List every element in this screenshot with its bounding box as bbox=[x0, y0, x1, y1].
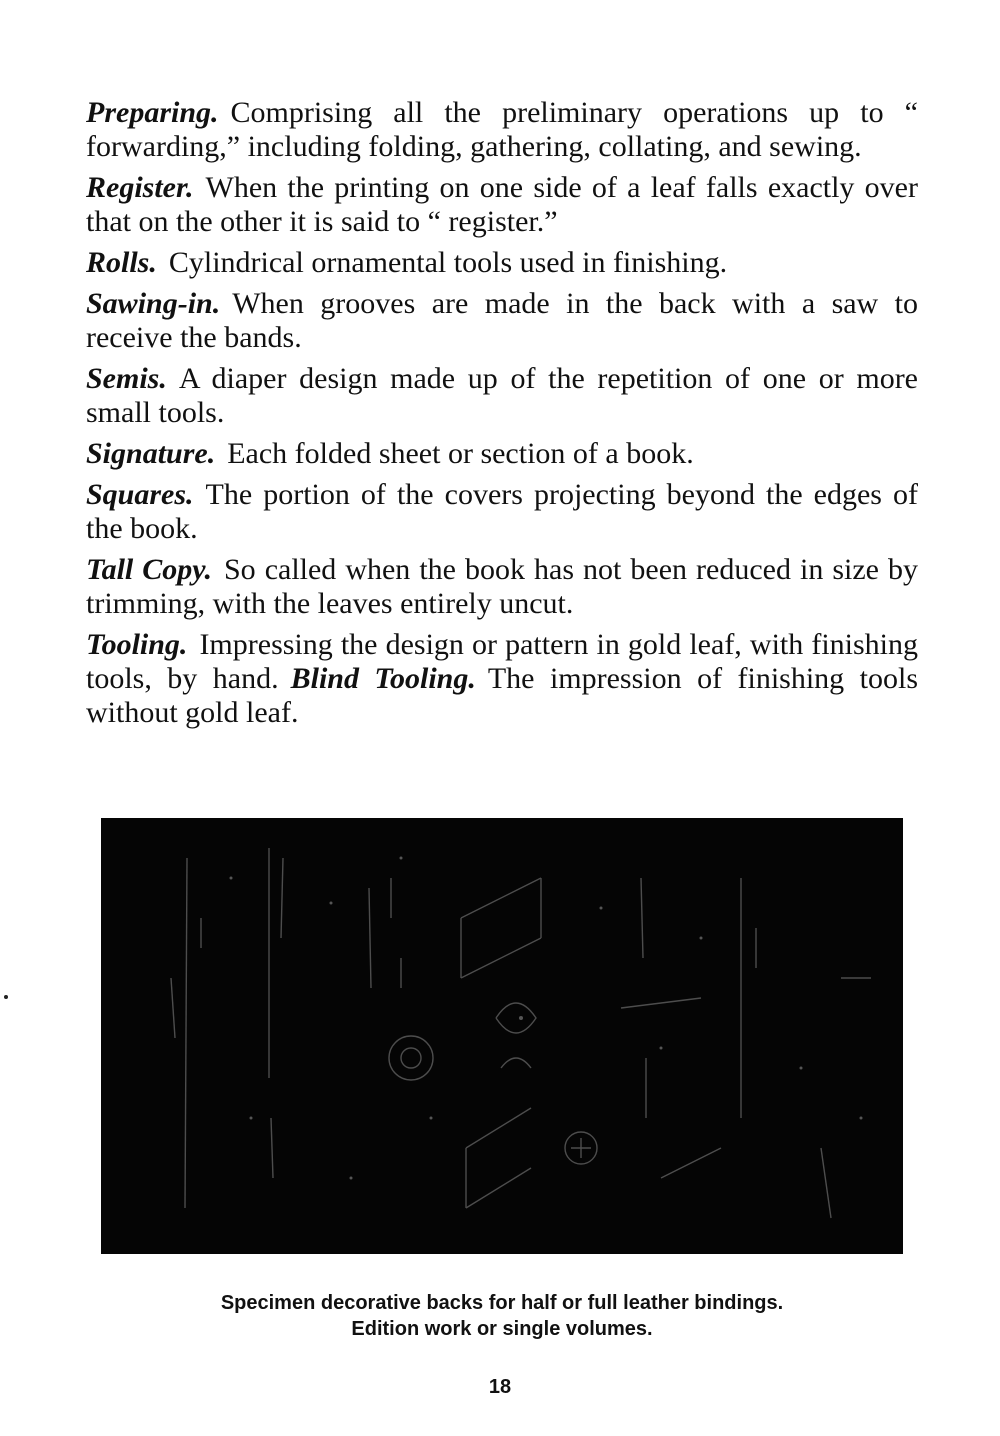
glossary-definition: A diaper design made up of the repetition of one or more small tools. bbox=[86, 362, 918, 429]
glossary-entry-squares bbox=[86, 478, 918, 546]
glossary-term: Register. bbox=[86, 171, 194, 204]
glossary-entry-rolls bbox=[86, 246, 918, 280]
glossary-term: Tall Copy. bbox=[86, 553, 212, 586]
glossary-entry-tooling bbox=[86, 628, 918, 730]
glossary-list bbox=[86, 96, 918, 737]
glossary-definition: Cylindrical ornamental tools used in finishing. bbox=[168, 246, 728, 279]
glossary-definition: When grooves are made in the back with a saw to receive the bands. bbox=[86, 287, 918, 354]
glossary-term: Tooling. bbox=[86, 628, 188, 661]
glossary-entry-register bbox=[86, 171, 918, 239]
glossary-term: Semis. bbox=[86, 362, 167, 395]
glossary-subterm: Blind Tooling. bbox=[290, 662, 476, 695]
glossary-entry-preparing bbox=[86, 96, 918, 164]
glossary-definition: Each folded sheet or section of a book. bbox=[227, 437, 694, 470]
glossary-term: Rolls. bbox=[86, 246, 157, 279]
glossary-entry-sawing-in bbox=[86, 287, 918, 355]
glossary-definition: When the printing on one side of a leaf falls exactly over that on the other it is said to “ register.” bbox=[86, 171, 918, 238]
caption-line-2: Edition work or single volumes. bbox=[351, 1318, 653, 1340]
page-number: 18 bbox=[488, 1376, 512, 1398]
glossary-term: Signature. bbox=[86, 437, 216, 470]
glossary-term: Squares. bbox=[86, 478, 194, 511]
caption-line-1: Specimen decorative backs for half or full leather bindings. bbox=[220, 1292, 784, 1314]
glossary-entry-tall-copy bbox=[86, 553, 918, 621]
glossary-term: Preparing. bbox=[86, 96, 219, 129]
glossary-term: Sawing-in. bbox=[86, 287, 221, 320]
glossary-definition: The portion of the covers projecting beyond the edges of the book. bbox=[86, 478, 918, 545]
margin-mark bbox=[4, 995, 8, 999]
glossary-definition: Comprising all the preliminary operations up to “ forwarding,” including folding, gathering, collating, and sewing. bbox=[86, 96, 918, 163]
book-backs-illustration bbox=[101, 818, 903, 1254]
glossary-definition: Impressing the design or pattern in gold leaf, with finishing tools, by hand. bbox=[86, 628, 918, 695]
glossary-definition: The impression of finishing tools without gold leaf. bbox=[86, 662, 918, 729]
glossary-entry-semis bbox=[86, 362, 918, 430]
figure-caption bbox=[86, 1290, 918, 1342]
glossary-entry-signature bbox=[86, 437, 918, 471]
glossary-definition: So called when the book has not been reduced in size by trimming, with the leaves entirely uncut. bbox=[86, 553, 918, 620]
decorative-book-backs-photo bbox=[101, 818, 903, 1254]
